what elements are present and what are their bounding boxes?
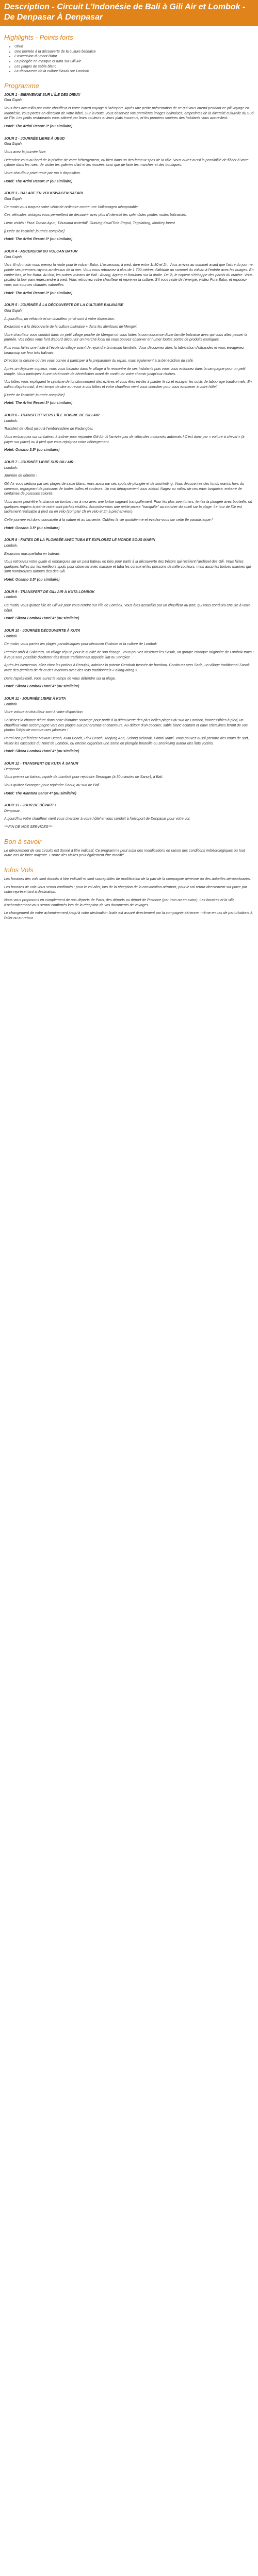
- day-block: [4, 249, 254, 296]
- day-location: Denpasar.: [4, 809, 21, 813]
- day-location: Goa Gajah.: [4, 142, 23, 146]
- page-title: Description - Circuit L'Indonésie de Bali à Gili Air et Lombok - De Denpasar À Denpasar: [0, 0, 258, 26]
- day-location: Goa Gajah.: [4, 255, 23, 259]
- day-paragraph: Détendez-vous au bord de la piscine de votre hébergement, ou bien dans un des fameux spas de la ville. Vous aurez aussi la possibilité de flâner à votre rythme dans les rues, de visiter les galeries d'art et les musées ainsi que de faire les marchés et des boutiques.: [4, 158, 249, 167]
- day-hotel: Hotel: Sikara Lombok Hotel 4* (ou similaire): [4, 617, 79, 621]
- day-paragraph: Vos hôtes vous expliquent le système de fonctionnement des rizières et vous êtes invités à planter le riz et essayer les outils de labourage traditionnels. En milieu d'après-midi, il est temps de dire au revoir à vos hôtes et votre chauffeur vient vous chercher pour vous emmener à votre hôtel.: [4, 380, 252, 389]
- day-block: [4, 413, 254, 453]
- highlight-item: • Les plages de sable blanc: [14, 64, 254, 70]
- day-hotel: Hotel: The Artini Resort 3* (ou similaire): [4, 291, 73, 295]
- day-title: JOUR 11 - JOURNÉE LIBRE À KUTA: [4, 697, 66, 701]
- bon-savoir-text: Le déroulement de ces circuits est donné à titre indicatif. Ce programme peut subir des modifications en raison des conditions météorologiques ou tout autre cas de force majeure. L'ordre des visites peut également être modifié.: [4, 849, 245, 858]
- day-block: [4, 191, 254, 242]
- day-paragraph: Vous embarquez sur un bateau à traîner pour rejoindre Gili Air. À l'arrivée pas de véhicules motorisés autorisés ! C'est donc par « voiture à cheval » (à payer sur place) ou à pied que vous rejoignez votre hébergement.: [4, 435, 245, 444]
- day-paragraph: Votre chauffeur vous conduit dans un petit village proche de Mengwi où vous faites la connaissance d'une famille balinaise avec qui vous allez passer la journée. Vos hôtes vous font d'abord découvrir un marché local où vous pouvez observer et humer toutes sortes de produits exotiques.: [4, 333, 248, 342]
- day-block: [4, 93, 254, 129]
- day-block: [4, 590, 254, 621]
- day-paragraph: Direction la cuisine où l'on vous convie à participer à la préparation du repas, mais également à la bénédiction du café.: [4, 359, 194, 363]
- day-hotel: Hotel: The Artini Resort 3* (ou similaire): [4, 401, 73, 405]
- day-location: Goa Gajah.: [4, 98, 23, 103]
- day-paragraph: Vers 4h du matin vous prenez la route pour le volcan Batur. L'ascension, à pied, dure entre 1h30 et 2h. Vous arrivez au sommet avant que l'astre du jour ne pointe ses premiers rayons au-dessus de la mer. Vous vous retrouvez à plus de 1 700 mètres d'altitude au sommet du volcan à l'entrée avec les nuages. En contre-bas, le lac Batur. Au loin, les autres volcans de Bali : Abang, Agung et Batukaru sur la droite. De là, le copieur s'échappe des parois du cratère. Vous profitez là tour pain redescendre à pied. Vous retrouvez votre chauffeur et reprenez la culture. S'il vous reste de l'énergie, visitez Pura Batur, et reposez-vous aux sources chaudes naturelles.: [4, 263, 254, 287]
- day-paragraph: Après un déjeuner copieux, vous vous baladez dans le village à la rencontre de ses habitants puis vous vous enfoncez dans la campagne pour un petit temple. Vous participez à une cérémonie de bénédiction avant de continuer votre chemin jusqu'aux rizières.: [4, 367, 246, 376]
- day-paragraph: Vous prenez un bateau rapide de Lombok pour rejoindre Serangan (à 30 minutes de Sanur), à Bali.: [4, 775, 163, 779]
- day-hotel: Hotel: The Alantara Sanur 4* (ou similaire): [4, 791, 76, 795]
- day-paragraph: Vous quittez Serangan pour rejoindre Sanur, au sud de Bali.: [4, 783, 101, 787]
- day-location: Lombok.: [4, 466, 18, 470]
- day-location: Lombok.: [4, 634, 18, 638]
- day-hotel: Hotel: The Artini Resort 3* (ou similaire): [4, 238, 73, 242]
- highlight-item: • Ubud: [14, 44, 254, 49]
- day-paragraph: Lieux visités : Pura Taman Ayun, Tibuwana waterfall, Gunung Kawi/Tirta Empul, Tegalalang, Monkey forest: [4, 221, 175, 225]
- day-paragraph: Vous retrouvez votre guide et embarquez sur un petit bateau en bois pour partir à la découverte des trésors qui recèlent l'archipel des Gili. Vous faites quelques haltes sur les meilleurs spots pour observer avec masque et tuba les coraux et les poissons de mille couleurs, mais aussi les tortues marines qui sont nombreuses autours des des Gili.: [4, 560, 251, 574]
- highlight-item: • Une journée à la découverte de la culture balinaise: [14, 49, 254, 55]
- day-title: JOUR 5 - JOURNÉE À LA DÉCOUVERTE DE LA CULTURE BALINAISE: [4, 303, 124, 308]
- highlights-list: [4, 44, 254, 74]
- day-paragraph: Votre voiture et chauffeur sont à votre disposition.: [4, 710, 84, 715]
- day-block: [4, 303, 254, 406]
- day-location: Goa Gajah.: [4, 309, 23, 313]
- day-paragraph: Cette journée est donc consacrée à la nature et au farniente. Oubliez la vie quotidienne et évadez-vous sur cette île paradisiaque !: [4, 518, 213, 522]
- day-paragraph: ***FIN DE NOS SERVICES***: [4, 825, 53, 829]
- day-location: Goa Gajah.: [4, 197, 23, 201]
- day-paragraph: Ce matin, vous partez les plages paradisiaques pour découvrir l'histoire et la culture de Lombok.: [4, 642, 158, 647]
- day-paragraph: Journée de détente !: [4, 474, 38, 478]
- day-hotel: Hotel: The Artini Resort 3* (ou similaire): [4, 179, 73, 183]
- day-hotel: Hotel: Sikara Lombok Hotel 4* (ou similaire): [4, 750, 79, 754]
- highlight-item: • La plongée en masque et tuba sur Gili Air: [14, 59, 254, 64]
- day-location: Lombok.: [4, 419, 18, 423]
- day-block: [4, 538, 254, 583]
- day-block: [4, 803, 254, 830]
- day-block: [4, 629, 254, 689]
- day-paragraph: Vous avez la journée libre.: [4, 150, 47, 155]
- day-block: [4, 697, 254, 754]
- day-block: [4, 761, 254, 796]
- programme-days: [4, 93, 254, 830]
- day-paragraph: Aujourd'hui votre chauffeur vient vous chercher à votre hôtel et vous conduit à l'aéroport de Denpasar pour votre vol.: [4, 817, 190, 821]
- day-paragraph: Après les bienvenus, allez chez les potiers à Penujak, admirez la poterie Gerabah tressée de bambou. Continuez vers Sade, un village traditionnel Sasak avec des greniers de riz et des maisons avec des toits traditionnels « alang-alang ».: [4, 664, 250, 672]
- page: [0, 0, 258, 930]
- day-paragraph: Ce matin vous traquez votre véhicule ordinaire contre une Volkswagen décapotable.: [4, 205, 139, 209]
- day-location: Lombok.: [4, 596, 18, 600]
- day-paragraph: [Durée de l'activité: journée complète]: [4, 229, 64, 233]
- day-paragraph: Vous aurez peut-être la chance de tomber nez à nez avec une tortue nageant tranquillement. Pour les plus aventuriers, tentez la plongée avec bouteille, où quelques requins à pointe noire sont parfois visibles. Accordez-vous une petite pause "tranquille" au coucher du soleil sur la plage. Le tour de l'île est facilement réalisable à pied ou en vélo (compter 1h en vélo et 2h à pied environ).: [4, 500, 252, 514]
- highlight-item: • L'ascension du mont Batur: [14, 54, 254, 59]
- day-title: JOUR 6 - TRANSFERT VERS L'ÎLE VOISINE DE GILI AIR: [4, 414, 100, 418]
- infos-vols-body: [4, 877, 254, 921]
- infos-vols-heading: Infos Vols: [4, 866, 34, 874]
- day-title: JOUR 12 - TRANSFERT DE KUTA À SANUR: [4, 761, 78, 766]
- day-block: [4, 137, 254, 184]
- day-location: Lombok.: [4, 702, 18, 706]
- day-title: JOUR 10 - JOURNÉE DÉCOUVERTE À KUTA: [4, 629, 80, 633]
- day-paragraph: Transfert de Ubud jusqu'à l'embarcadère de Padangbai.: [4, 427, 93, 431]
- day-paragraph: [Durée de l'activité: journée complète]: [4, 393, 64, 397]
- programme-heading: Programme: [4, 81, 39, 90]
- day-title: JOUR 2 - JOURNÉE LIBRE À UBUD: [4, 137, 65, 141]
- day-location: Denpasar.: [4, 767, 21, 771]
- day-title: JOUR 4 - ASCENSION DU VOLCAN BATUR: [4, 249, 78, 253]
- day-hotel: Hotel: Oceano 3.5* (ou similaire): [4, 526, 60, 530]
- day-hotel: Hotel: Sikara Lombok Hotel 4* (ou similaire): [4, 685, 79, 689]
- highlight-item: • La découverte de la culture Sasak sur Lombok: [14, 69, 254, 74]
- highlights-heading: Highlights - Points forts: [4, 33, 73, 41]
- day-title: JOUR 1 - BIENVENUE SUR L'ÎLE DES DIEUX: [4, 93, 80, 97]
- day-hotel: Hotel: Oceano 3.5* (ou similaire): [4, 448, 60, 452]
- day-paragraph: Aujourd'hui, un véhicule et un chauffeur privé sont à votre disposition.: [4, 317, 116, 321]
- day-hotel: Hotel: The Artini Resort 3* (ou similaire): [4, 125, 73, 129]
- day-title: JOUR 13 - JOUR DE DÉPART !: [4, 804, 56, 808]
- infos-vols-paragraph: Nous vous proposons en complément de nos départs de Paris, des départs au départ de Province (par train ou en avion). Les horaires et la ville d'acheminement vous seront confirmés lors de la réception de vos documents de voyages.: [4, 898, 235, 907]
- bon-savoir-heading: Bon à savoir: [4, 837, 42, 845]
- day-paragraph: Dans l'après-midi, vous aurez le temps de vous détendre sur la plage.: [4, 676, 116, 681]
- day-title: JOUR 9 - TRANSFERT DE GILI AIR À KUTA LOMBOK: [4, 590, 95, 594]
- day-paragraph: Excursion « à la découverte de la culture balinaise » dans les alentours de Mengwi.: [4, 325, 138, 329]
- content: [0, 33, 258, 930]
- day-title: JOUR 3 - BALADE EN VOLKSWAGEN SAFARI: [4, 192, 83, 196]
- day-paragraph: Vous êtes accueillis par votre chauffeur et votre expert voyage à l'aéroport. Après une petite présentation de ce qui vous attend pendant ce joli voyage en Indonésie, vous partez en direction de votre hôtel. Sur la route, vous observez vos premières images balinaises, empreintes de la diversité culturelle du Sud de l'île. Les petits restaurants vous attirent par leurs couleurs et leurs plats inconnus, et les premiers sourires des habitants vous accueillent.: [4, 107, 254, 121]
- infos-vols-paragraph: Les horaires de vols vous seront confirmés : pour le vol aller, lors de la réception de la convocation aéroport, pour le vol retour directement sur place par notre représentant à destination.: [4, 885, 247, 894]
- day-block: [4, 460, 254, 531]
- day-paragraph: Excursion masque/tuba en bateau.: [4, 552, 60, 556]
- day-title: JOUR 8 - FAITES DE LA PLONGÉE AVEC TUBA ET EXPLOREZ LE MONDE SOUS MARIN: [4, 538, 155, 543]
- infos-vols-paragraph: Le changement de votre acheminement jusqu'à votre destination finale est assuré directement par la compagnie aérienne, même en cas de perturbations à l'aller ou au retour.: [4, 911, 253, 920]
- day-paragraph: Ce matin, vous quittez l'île de Gili Air pour vous rendre sur l'île de Lombok. Vous êtes accueillis par un chauffeur au port, qui vous conduira ensuite à votre hôtel.: [4, 604, 251, 613]
- day-location: Lombok.: [4, 544, 18, 548]
- day-paragraph: Saisissez la chance d'être dans cette lointaine sauvage pour partir à la découverte des plus belles plages du sud de Lombok, inaccessibles à pied, un chauffeur vous accompagne vers ces plages aux panoramas enchanteurs. Au détour d'un cocotier, sable blanc éclatant et eaux cristallines feront de vos photos l'objet de nombreuses jalousies !: [4, 718, 248, 733]
- day-paragraph: Premier arrêt à Sukarara, un village réputé pour la qualité de son tissage. Vous pouvez observer les Sasak, un groupe ethnique originaire de Lombok trava : il vous sera possible d'acheter des tissus traditionnels appelés ikat ou Songket.: [4, 651, 254, 659]
- day-paragraph: Ces véhicules vintages vous permettent de découvrir avec plus d'intensité les splendides petites routes balinaises.: [4, 213, 187, 217]
- day-hotel: Hotel: Oceano 3.5* (ou similaire): [4, 578, 60, 582]
- day-paragraph: Gili Air vous séduira par ses plages de sable blanc, mais aussi par ses spots de plongée et de snorkelling. Vous découvrirez des fonds marins hors du commun, regorgeant de poissons de toutes tailles et couleurs. Un vrai dépaysement vous attend. Nagez au milieu de ces eaux turquoise, entouré de centaines de poissons colorés.: [4, 482, 244, 496]
- infos-vols-paragraph: Les horaires des vols sont donnés à titre indicatif et sont susceptibles de modification de la part de la compagnie aérienne ou des autorités aéroportuaires.: [4, 877, 251, 881]
- day-paragraph: Puis vous faites une halte à l'école du village avant de rejoindre la maison familiale. Vous découvrez alors la fabrication d'offrandes et vous enrageriez beaucoup sur leur très balinais.: [4, 346, 244, 355]
- day-paragraph: Votre chauffeur privé reste par ma à disposition.: [4, 172, 81, 176]
- day-paragraph: Parmi nos préférées: Mawun Beach, Kuta Beach, Pink Beach, Tanjung Aan, Selong Belanak, Pantai Mawi. Vous pouvez aussi prendre des cours de surf, visiter les cascades du Nord de Lombok, ou encore organiser une sortie en plongée bouteille ou snorkeling autour des îlots voisins.: [4, 736, 249, 745]
- day-title: JOUR 7 - JOURNÉE LIBRE SUR GILI AIR: [4, 460, 74, 464]
